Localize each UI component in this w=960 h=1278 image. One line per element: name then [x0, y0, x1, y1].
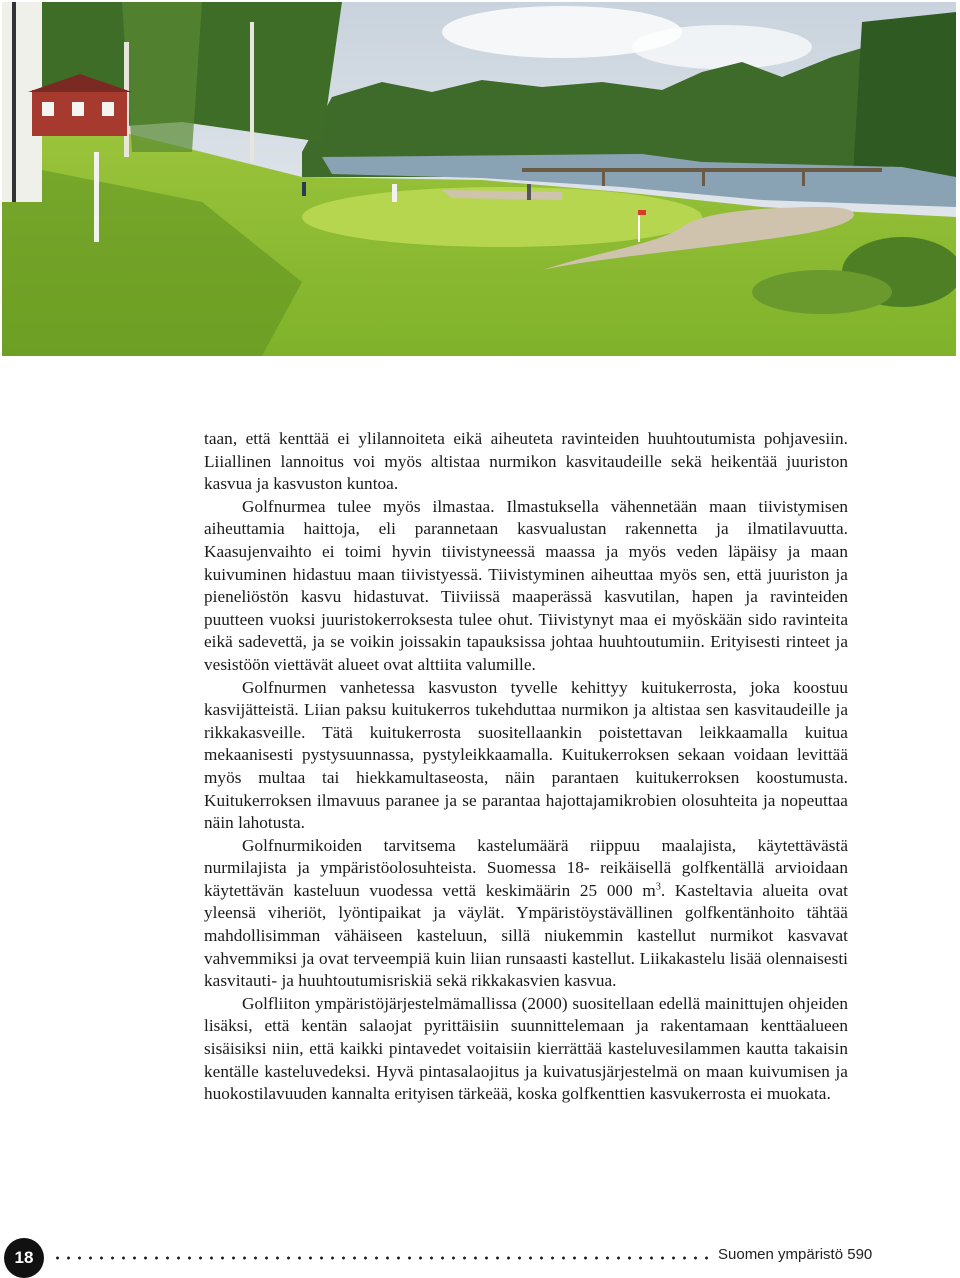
- publication-name: Suomen ympäristö 590: [718, 1246, 873, 1263]
- paragraph-irrigation: [204, 835, 848, 993]
- page-number-badge: 18: [4, 1238, 44, 1278]
- golf-course-illustration: [2, 2, 956, 356]
- paragraph-drainage: Golfliiton ympäristöjärjestelmämallissa (2000) suositellaan edellä mainittujen ohjeiden lisäksi, että kentän salaojat pyrittäisiin suunnittelemaan ja rakentamaan kenttäalueen sisäisiksi niin, että kaikki pintavedet voitaisiin kierrättää kasteluvesilammen kautta takaisin kentälle kasteluvedeksi. Hyvä pintasalaojitus ja kuivatusjärjestelmä on maan kuivumisen ja huokostilavuuden kannalta erityisen tärkeää, koska golfkenttien kasvukerrosta ei muokata.: [204, 993, 848, 1104]
- irrigation-text-start: Golfnurmikoiden tarvitsema kastelumäärä riippuu maalajista, käytettävästä nurmilajista ja ympäristöolosuhteista. Suomessa 18- reikäisellä golfkentällä arvioidaan käytettävän kasteluun vuodessa vettä keskimäärin 25 000 m: [204, 835, 848, 900]
- cubic-superscript: 3: [655, 881, 661, 893]
- golf-course-photo: [2, 2, 956, 356]
- irrigation-text-end: . Kasteltavia alueita ovat yleensä viheriöt, lyöntipaikat ja väylät. Ympäristöystävällinen golfkentänhoito tähtää mahdollisimman vähäiseen kasteluun, sillä niukemmin kastellut nurmikot kasvavat vahvemmiksi ja ovat terveempiä kuin liian runsaasti kastellut. Liikakastelu lisää olennaisesti kasvitauti- ja huuhtoutumisriskiä sekä rikkakasvien kasvua.: [204, 880, 848, 991]
- article-body: [204, 428, 848, 1106]
- page-footer: [0, 1234, 960, 1278]
- paragraph-thatch: Golfnurmen vanhetessa kasvuston tyvelle kehittyy kuitukerrosta, joka koostuu kasvijätteistä. Liian paksu kuitukerros tukehduttaa nurmikon ja altistaa sen kasvitaudeille ja rikkakasveille. Tätä kuitukerrosta suositellaankin poistettavan leikkaamalla kuitua mekaanisesti pystysuunnassa, pystyleikkaamalla. Kuitukerroksen sekaan voidaan levittää myös multaa tai hiekkamultaseosta, näin parantaen kuitukerroksen koostumusta. Kuitukerroksen ilmavuus paranee ja se parantaa hajottajamikrobien olosuhteita ja nopeuttaa näin lahotusta.: [204, 677, 848, 833]
- paragraph-aeration: Golfnurmea tulee myös ilmastaa. Ilmastuksella vähennetään maan tiivistymisen aiheuttamia haittoja, eli parannetaan kasvualustan rakennetta ja ilmatilavuutta. Kaasujenvaihto ei toimi hyvin tiivistyneessä maassa ja myös veden läpäisy ja maan kuivuminen hidastuu maan tiivistyessä. Tiivistyminen aiheuttaa myös sen, että juuriston ja pieneliöstön kasvu hidastuvat. Tiiviissä maaperässä kasvutilan, hapen ja ravinteiden puutteen vuoksi juuristokerroksesta tulee ohut. Tiivistynyt maa ei myöskään sido ravinteita eikä sadevettä, ja se voikin joissakin tapauksissa johtaa huuhtoutumiin. Erityisesti rinteet ja vesistöön viettävät alueet ovat alttiita valumille.: [204, 496, 848, 674]
- paragraph-fertilization: taan, että kenttää ei ylilannoiteta eikä aiheuteta ravinteiden huuhtoutumista pohjavesiin. Liiallinen lannoitus voi myös altistaa nurmikon kasvitaudeille sekä heikentää juuriston kasvua ja kasvuston kuntoa.: [204, 429, 848, 494]
- dotted-leader: [52, 1256, 712, 1260]
